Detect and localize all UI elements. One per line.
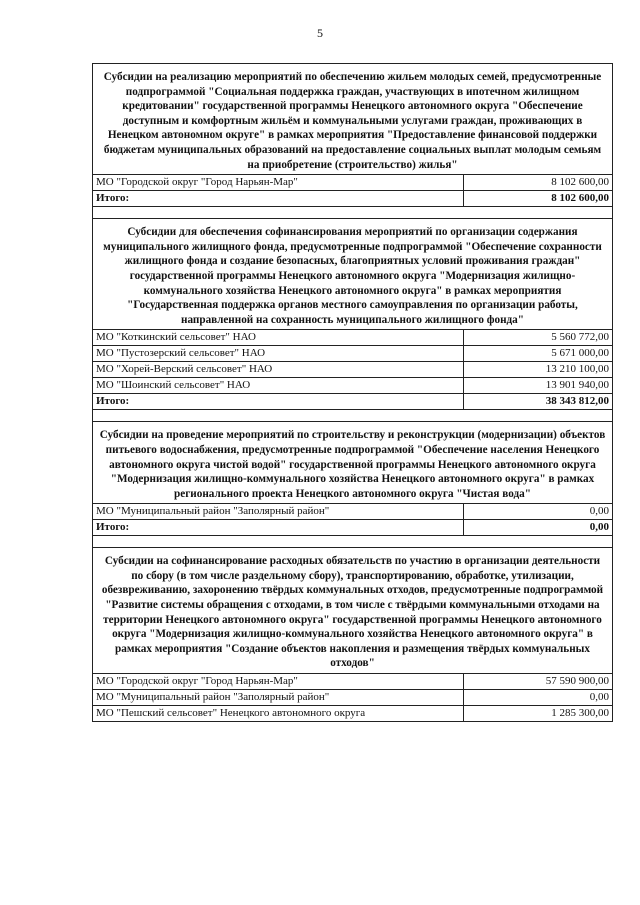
- total-amount: 38 343 812,00: [545, 395, 609, 408]
- total-label: Итого:: [93, 191, 464, 206]
- page-number: 5: [317, 26, 323, 40]
- table-row: [93, 689, 612, 705]
- amount-value: 57 590 900,00: [545, 675, 609, 688]
- municipality-name: МО "Муниципальный район "Заполярный район": [93, 690, 464, 705]
- amount-value: 1 285 300,00: [551, 707, 609, 720]
- amount-value: 8 102 600,00: [551, 176, 609, 189]
- table-row: [93, 174, 612, 190]
- table-row: [93, 377, 612, 393]
- table-row: [93, 673, 612, 689]
- total-row: [93, 190, 612, 206]
- total-label: Итого:: [93, 394, 464, 409]
- total-amount: 0,00: [589, 521, 609, 534]
- section-header: Субсидии на реализацию мероприятий по обеспечению жильем молодых семей, предусмотренные подпрограммой "Социальная поддержка граждан, участвующих в ипотечном жилищном кредитовании" государственной программы Ненецкого автономного округа "Обеспечение доступным и комфортным жильём и коммунальными услугами граждан, проживающих в Ненецком автономном округе" в рамках мероприятия "Предоставление финансовой поддержки бюджетам муниципальных образований на предоставление социальных выплат молодым семьям на приобретение (строительство) жилья": [93, 63, 612, 174]
- table-row: [93, 503, 612, 519]
- total-amount: 8 102 600,00: [551, 192, 609, 205]
- municipality-name: МО "Шоинский сельсовет" НАО: [93, 378, 464, 393]
- amount-value: 13 210 100,00: [545, 363, 609, 376]
- municipality-name: МО "Городской округ "Город Нарьян-Мар": [93, 674, 464, 689]
- table-row: [93, 361, 612, 377]
- municipality-name: МО "Пешский сельсовет" Ненецкого автономного округа: [93, 706, 464, 721]
- municipality-name: МО "Городской округ "Город Нарьян-Мар": [93, 175, 464, 190]
- table-row: [93, 329, 612, 345]
- section-spacer: [93, 206, 612, 218]
- section-header: Субсидии на проведение мероприятий по строительству и реконструкции (модернизации) объектов питьевого водоснабжения, предусмотренные подпрограммой "Обеспечение населения Ненецкого автономного округа чистой водой" государственной программы Ненецкого автономного округа "Модернизация жилищно-коммунального хозяйства Ненецкого автономного округа" в рамках регионального проекта Ненецкого автономного округа "Чистая вода": [93, 421, 612, 503]
- table-row: [93, 345, 612, 361]
- amount-value: 0,00: [589, 505, 609, 518]
- total-label: Итого:: [93, 520, 464, 535]
- municipality-name: МО "Пустозерский сельсовет" НАО: [93, 346, 464, 361]
- total-row: [93, 519, 612, 535]
- amount-value: 0,00: [589, 691, 609, 704]
- municipality-name: МО "Муниципальный район "Заполярный район": [93, 504, 464, 519]
- section-spacer: [93, 409, 612, 421]
- amount-value: 5 560 772,00: [551, 331, 609, 344]
- section-spacer: [93, 535, 612, 547]
- table-row: [93, 705, 612, 722]
- total-row: [93, 393, 612, 409]
- section-header: Субсидии на софинансирование расходных обязательств по участию в организации деятельности по сбору (в том числе раздельному сбору), транспортированию, обработке, утилизации, обезвреживанию, захоронению твёрдых коммунальных отходов, предусмотренные подпрограммой "Развитие системы обращения с отходами, в том числе с твёрдыми коммунальными отходами на территории Ненецкого автономного округа" государственной программы Ненецкого автономного округа "Модернизация жилищно-коммунального хозяйства Ненецкого автономного округа" в рамках мероприятия "Создание объектов накопления и размещения твёрдых коммунальных отходов": [93, 547, 612, 673]
- section-header: Субсидии для обеспечения софинансирования мероприятий по организации содержания муниципального жилищного фонда, предусмотренные подпрограммой "Обеспечение сохранности жилищного фонда и создание безопасных, благоприятных условий проживания граждан" государственной программы Ненецкого автономного округа "Модернизация жилищно-коммунального хозяйства Ненецкого автономного округа" в рамках мероприятия "Государственная поддержка органов местного самоуправления по организации работы, направленной на сохранность муниципального жилищного фонда": [93, 218, 612, 329]
- amount-value: 5 671 000,00: [551, 347, 609, 360]
- amount-value: 13 901 940,00: [545, 379, 609, 392]
- municipality-name: МО "Коткинский сельсовет" НАО: [93, 330, 464, 345]
- subsidy-table: [92, 63, 613, 722]
- municipality-name: МО "Хорей-Верский сельсовет" НАО: [93, 362, 464, 377]
